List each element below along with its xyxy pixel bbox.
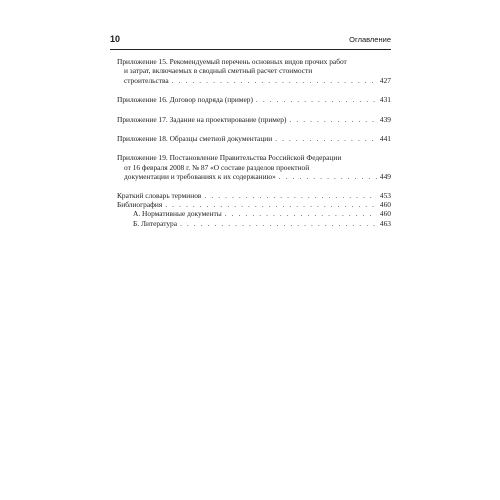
toc-entry-text: Приложение 16. Договор подряда (пример) — [117, 95, 253, 105]
dot-leader — [279, 172, 377, 181]
toc-page-number: 449 — [379, 172, 391, 182]
toc-entry-text: Приложение 15. Рекомендуемый перечень основных видов прочих работ — [117, 57, 347, 66]
dot-leader — [289, 115, 376, 124]
toc-entry-text: строительства — [124, 75, 169, 85]
toc-entry-text: Б. Литература — [133, 218, 178, 228]
toc-entry-literature — [117, 219, 391, 228]
dot-leader — [225, 209, 377, 218]
toc-entry-text: Краткий словарь терминов — [117, 190, 202, 200]
toc-entry-normative-documents — [117, 209, 391, 218]
toc-entry-text: Приложение 17. Задание на проектирование (пример) — [117, 114, 287, 124]
toc-entry-bibliography — [117, 200, 391, 209]
table-of-contents — [117, 57, 391, 228]
toc-page-number: 453 — [379, 190, 391, 200]
dot-leader — [172, 76, 377, 85]
toc-entry-appendix-18 — [117, 134, 391, 143]
toc-page-number: 427 — [379, 75, 391, 85]
toc-entry-text: от 16 февраля 2008 г. № 87 «О составе разделов проектной — [124, 162, 310, 172]
toc-page-number: 439 — [379, 114, 391, 124]
toc-page-number: 460 — [379, 200, 391, 210]
toc-entry-appendix-15 — [117, 57, 391, 85]
page-number: 10 — [110, 34, 121, 44]
toc-page-number: 460 — [379, 209, 391, 219]
toc-page-number: 441 — [379, 134, 391, 144]
toc-entry-text: и затрат, включаемых в сводный сметный расчет стоимости — [124, 66, 313, 76]
dot-leader — [204, 191, 376, 200]
toc-entry-text: Библиография — [117, 200, 163, 210]
toc-page-number: 463 — [379, 218, 391, 228]
section-title: Оглавление — [349, 35, 391, 44]
toc-entry-appendix-16 — [117, 95, 391, 104]
toc-entry-appendix-19 — [117, 153, 391, 181]
toc-entry-text: документации и требованиях к их содержанию» — [124, 172, 276, 182]
running-header — [110, 33, 391, 50]
dot-leader — [275, 134, 377, 143]
toc-entry-text: Приложение 18. Образцы сметной документации — [117, 134, 273, 144]
dot-leader — [165, 200, 377, 209]
toc-entry-text: А. Нормативные документы — [133, 209, 222, 219]
toc-entry-glossary — [117, 191, 391, 200]
dot-leader — [256, 95, 377, 104]
toc-page-number: 431 — [379, 95, 391, 105]
toc-entry-text: Приложение 19. Постановление Правительства Российской Федерации — [117, 153, 342, 163]
toc-entry-appendix-17 — [117, 115, 391, 124]
dot-leader — [180, 219, 377, 228]
